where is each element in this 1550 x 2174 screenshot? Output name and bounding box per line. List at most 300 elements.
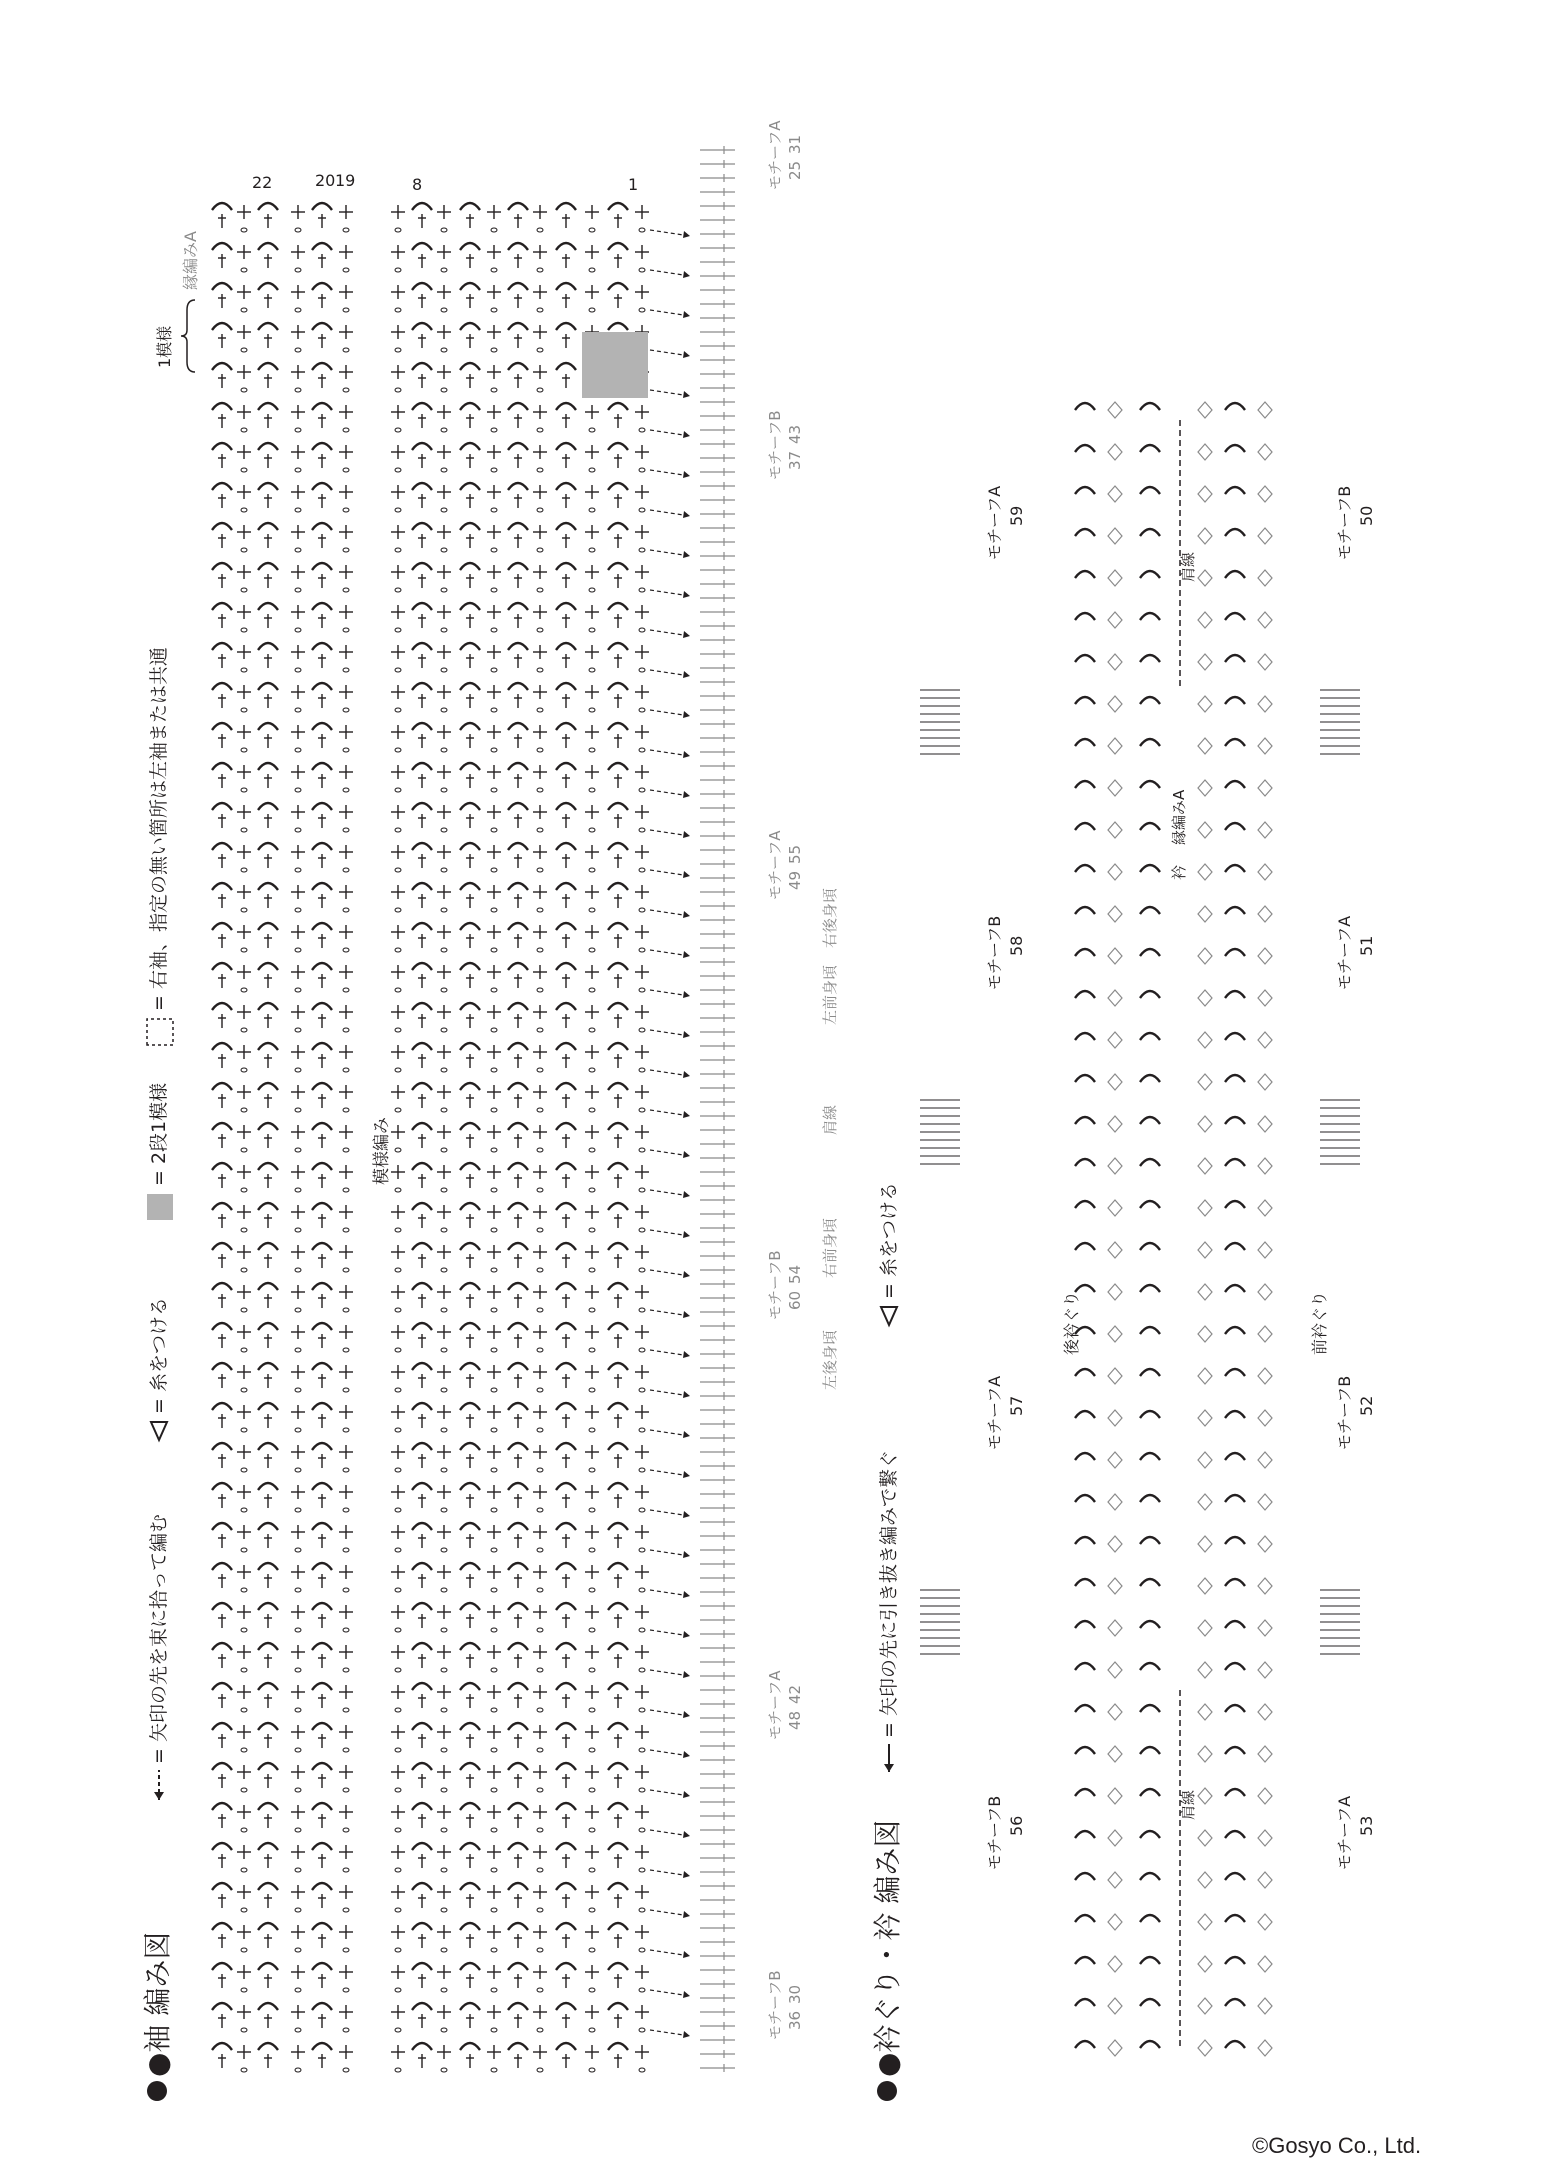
attach-yarn-icon	[151, 1422, 167, 1440]
collar-stitch	[1198, 654, 1212, 670]
collar-stitch	[1108, 1494, 1122, 1510]
stitch-symbol	[258, 1203, 278, 1228]
stitch-symbol	[291, 205, 305, 232]
stitch-symbol	[212, 1043, 232, 1068]
stitch-symbol	[258, 603, 278, 628]
motif-stitch	[700, 1700, 735, 1708]
stitch-symbol	[487, 445, 501, 472]
pattern-repeat-highlight	[582, 332, 648, 398]
motif-stitch	[700, 1014, 735, 1022]
stitch-symbol	[291, 1365, 305, 1392]
legend-arrow-pickup: = 矢印の先を束に拾って編む	[148, 1514, 170, 1764]
stitch-symbol	[312, 1363, 332, 1388]
motif-stitch	[700, 734, 735, 742]
collar-stitch	[1140, 487, 1160, 494]
stitch-symbol	[258, 2003, 278, 2028]
motif-stitch	[700, 1756, 735, 1764]
stitch-symbol	[312, 1243, 332, 1268]
pickup-arrow	[650, 1950, 690, 1958]
motif-stitch	[700, 1966, 735, 1974]
stitch-symbol	[608, 2003, 628, 2028]
collar-stitch	[1258, 612, 1272, 628]
stitch-symbol	[212, 563, 232, 588]
collar-stitch	[1198, 1830, 1212, 1846]
stitch-symbol	[533, 1805, 547, 1832]
stitch-symbol	[391, 645, 405, 672]
stitch-symbol	[339, 1525, 353, 1552]
stitch-symbol	[508, 2043, 528, 2068]
stitch-symbol	[291, 1005, 305, 1032]
stitch-symbol	[608, 1923, 628, 1948]
collar-stitch	[1225, 991, 1245, 998]
pickup-arrow	[650, 1670, 690, 1678]
stitch-symbol	[237, 2005, 251, 2032]
stitch-symbol	[460, 1043, 480, 1068]
stitch-symbol	[291, 845, 305, 872]
stitch-symbol	[412, 603, 432, 628]
motif-alt-number: 55	[786, 844, 804, 864]
stitch-symbol	[487, 1565, 501, 1592]
stitch-symbol	[608, 1363, 628, 1388]
stitch-symbol	[437, 1325, 451, 1352]
stitch-symbol	[312, 2043, 332, 2068]
motif-stitch	[700, 1182, 735, 1190]
collar-stitch	[1075, 403, 1095, 410]
stitch-symbol	[339, 565, 353, 592]
pickup-arrow	[650, 830, 690, 838]
stitch-symbol	[533, 1845, 547, 1872]
collar-stitch	[1258, 1662, 1272, 1678]
stitch-symbol	[312, 1483, 332, 1508]
stitch-symbol	[508, 1443, 528, 1468]
motif-stitch	[700, 272, 735, 280]
collar-stitch	[1198, 1956, 1212, 1972]
stitch-symbol	[237, 1005, 251, 1032]
collar-stitch	[1075, 2041, 1095, 2048]
stitch-symbol	[437, 885, 451, 912]
stitch-symbol	[291, 1045, 305, 1072]
stitch-symbol	[258, 323, 278, 348]
collar-stitch	[1258, 1956, 1272, 1972]
left-back-label: 左後身頃	[821, 1329, 839, 1390]
stitch-symbol	[508, 763, 528, 788]
stitch-symbol	[556, 1003, 576, 1028]
stitch-symbol	[635, 1525, 649, 1552]
pickup-arrow	[650, 1990, 690, 1998]
stitch-symbol	[585, 1125, 599, 1152]
stitch-symbol	[291, 605, 305, 632]
stitch-symbol	[437, 845, 451, 872]
stitch-symbol	[258, 1123, 278, 1148]
stitch-symbol	[291, 1125, 305, 1152]
collar-stitch	[1108, 780, 1122, 796]
stitch-symbol	[258, 883, 278, 908]
stitch-symbol	[312, 243, 332, 268]
stitch-symbol	[585, 2045, 599, 2072]
stitch-symbol	[585, 1845, 599, 1872]
collar-stitch	[1108, 696, 1122, 712]
stitch-symbol	[412, 363, 432, 388]
collar-stitch	[1075, 697, 1095, 704]
collar-stitch	[1258, 1074, 1272, 1090]
stitch-symbol	[312, 1043, 332, 1068]
collar-stitch	[1075, 1453, 1095, 1460]
collar-motif-name: モチーフA	[985, 1375, 1004, 1450]
stitch-symbol	[437, 1565, 451, 1592]
stitch-symbol	[391, 1645, 405, 1672]
stitch-symbol	[608, 1043, 628, 1068]
stitch-symbol	[556, 483, 576, 508]
stitch-symbol	[585, 485, 599, 512]
stitch-symbol	[585, 1605, 599, 1632]
stitch-symbol	[635, 1405, 649, 1432]
stitch-symbol	[635, 885, 649, 912]
stitch-symbol	[635, 1925, 649, 1952]
collar-stitch	[1225, 1201, 1245, 1208]
collar-stitch	[1075, 571, 1095, 578]
collar-stitch	[1108, 1704, 1122, 1720]
bullet-icon	[147, 2081, 167, 2101]
stitch-symbol	[508, 363, 528, 388]
collar-stitch	[1258, 444, 1272, 460]
collar-stitch	[1140, 1495, 1160, 1502]
stitch-symbol	[556, 2003, 576, 2028]
stitch-symbol	[391, 1005, 405, 1032]
collar-stitch	[1198, 528, 1212, 544]
stitch-symbol	[508, 603, 528, 628]
stitch-symbol	[585, 1645, 599, 1672]
stitch-symbol	[533, 1325, 547, 1352]
stitch-symbol	[437, 1525, 451, 1552]
motif-number: 25	[786, 160, 804, 180]
collar-stitch	[1108, 402, 1122, 418]
stitch-symbol	[291, 1845, 305, 1872]
motif-stitch	[700, 230, 735, 238]
stitch-symbol	[339, 285, 353, 312]
collar-stitch	[1198, 822, 1212, 838]
motif-stitch	[700, 1826, 735, 1834]
motif-stitch	[700, 1448, 735, 1456]
stitch-symbol	[460, 643, 480, 668]
stitch-symbol	[412, 1003, 432, 1028]
stitch-symbol	[339, 845, 353, 872]
motif-stitch	[700, 580, 735, 588]
motif-number: 48	[786, 1710, 804, 1730]
collar-stitch	[1225, 1831, 1245, 1838]
stitch-symbol	[585, 1445, 599, 1472]
stitch-symbol	[212, 1803, 232, 1828]
stitch-symbol	[312, 683, 332, 708]
stitch-symbol	[312, 1203, 332, 1228]
motif-stitch	[700, 1056, 735, 1064]
collar-stitch	[1108, 612, 1122, 628]
stitch-symbol	[635, 1325, 649, 1352]
stitch-symbol	[556, 843, 576, 868]
collar-stitch	[1198, 738, 1212, 754]
stitch-symbol	[533, 1725, 547, 1752]
collar-chart-title: ●衿ぐり・衿 編み図	[871, 1819, 904, 2077]
stitch-symbol	[258, 1483, 278, 1508]
stitch-symbol	[556, 1963, 576, 1988]
stitch-symbol	[412, 963, 432, 988]
motif-stitch	[700, 804, 735, 812]
stitch-symbol	[237, 605, 251, 632]
stitch-symbol	[212, 763, 232, 788]
stitch-symbol	[391, 1765, 405, 1792]
stitch-symbol	[635, 925, 649, 952]
stitch-symbol	[237, 1605, 251, 1632]
motif-stitch	[700, 678, 735, 686]
stitch-symbol	[339, 1565, 353, 1592]
stitch-symbol	[585, 765, 599, 792]
stitch-symbol	[533, 1485, 547, 1512]
stitch-symbol	[339, 1125, 353, 1152]
stitch-symbol	[391, 805, 405, 832]
stitch-symbol	[291, 525, 305, 552]
collar-stitch	[1198, 1368, 1212, 1384]
right-back-label: 右後身頃	[821, 887, 839, 948]
stitch-symbol	[556, 1123, 576, 1148]
motif-number: 60	[786, 1290, 804, 1310]
stitch-symbol	[237, 885, 251, 912]
collar-motif-name: モチーフB	[985, 915, 1004, 990]
collar-stitch	[1258, 1032, 1272, 1048]
collar-stitch	[1198, 1620, 1212, 1636]
pickup-arrow	[650, 1710, 690, 1718]
stitch-symbol	[212, 1643, 232, 1668]
motif-stitch	[700, 552, 735, 560]
motif-stitch	[700, 1560, 735, 1568]
stitch-symbol	[460, 723, 480, 748]
stitch-symbol	[508, 1603, 528, 1628]
collar-stitch	[1225, 1579, 1245, 1586]
stitch-symbol	[391, 1965, 405, 1992]
collar-stitch	[1140, 1621, 1160, 1628]
stitch-symbol	[556, 403, 576, 428]
stitch-symbol	[460, 1083, 480, 1108]
stitch-symbol	[487, 485, 501, 512]
collar-stitch	[1225, 1117, 1245, 1124]
row-number: 19	[335, 171, 356, 190]
stitch-symbol	[460, 1123, 480, 1148]
stitch-symbol	[437, 1845, 451, 1872]
stitch-symbol	[312, 1763, 332, 1788]
stitch-symbol	[412, 283, 432, 308]
stitch-symbol	[237, 725, 251, 752]
stitch-symbol	[291, 1405, 305, 1432]
collar-stitch	[1258, 738, 1272, 754]
collar-stitch	[1225, 823, 1245, 830]
stitch-symbol	[339, 1685, 353, 1712]
collar-stitch	[1108, 1410, 1122, 1426]
collar-stitch	[1075, 1579, 1095, 1586]
collar-stitch	[1108, 864, 1122, 880]
stitch-symbol	[508, 243, 528, 268]
collar-stitch	[1225, 487, 1245, 494]
stitch-symbol	[391, 245, 405, 272]
collar-motif-name: モチーフB	[985, 1795, 1004, 1870]
stitch-symbol	[487, 2045, 501, 2072]
stitch-symbol	[237, 1925, 251, 1952]
stitch-symbol	[437, 1085, 451, 1112]
stitch-symbol	[258, 683, 278, 708]
stitch-symbol	[258, 643, 278, 668]
collar-stitch	[1258, 1872, 1272, 1888]
stitch-symbol	[339, 365, 353, 392]
stitch-symbol	[339, 805, 353, 832]
pickup-arrow	[650, 1110, 690, 1118]
collar-stitch	[1225, 655, 1245, 662]
stitch-symbol	[635, 525, 649, 552]
stitch-symbol	[312, 763, 332, 788]
motif-stitch	[700, 160, 735, 168]
stitch-symbol	[608, 1443, 628, 1468]
motif-stitch	[700, 1658, 735, 1666]
motif-stitch	[700, 1924, 735, 1932]
pickup-arrow	[650, 310, 690, 318]
stitch-symbol	[291, 1165, 305, 1192]
stitch-symbol	[412, 1643, 432, 1668]
stitch-symbol	[258, 963, 278, 988]
collar-stitch	[1075, 739, 1095, 746]
collar-stitch	[1258, 1788, 1272, 1804]
stitch-symbol	[291, 565, 305, 592]
stitch-symbol	[460, 1603, 480, 1628]
stitch-symbol	[212, 403, 232, 428]
motif-stitch	[700, 1616, 735, 1624]
pickup-arrow	[650, 510, 690, 518]
stitch-symbol	[291, 1565, 305, 1592]
stitch-symbol	[608, 1323, 628, 1348]
motif-number: 49	[786, 870, 804, 890]
stitch-symbol	[556, 683, 576, 708]
stitch-symbol	[460, 1443, 480, 1468]
stitch-symbol	[437, 645, 451, 672]
stitch-symbol	[258, 483, 278, 508]
stitch-symbol	[556, 803, 576, 828]
stitch-symbol	[608, 1883, 628, 1908]
collar-stitch	[1140, 1663, 1160, 1670]
stitch-symbol	[556, 1163, 576, 1188]
motif-number: 37	[786, 450, 804, 470]
collar-stitch	[1258, 864, 1272, 880]
sleeve-stitch-grid	[212, 203, 690, 2072]
stitch-symbol	[339, 525, 353, 552]
collar-stitch	[1198, 1242, 1212, 1258]
motif-stitch	[700, 2064, 735, 2072]
stitch-symbol	[533, 765, 547, 792]
repeat-label: 1模様	[155, 325, 174, 368]
stitch-symbol	[291, 365, 305, 392]
stitch-symbol	[237, 1165, 251, 1192]
stitch-symbol	[291, 1325, 305, 1352]
stitch-symbol	[556, 1243, 576, 1268]
motif-name: モチーフB	[766, 410, 784, 480]
stitch-symbol	[487, 885, 501, 912]
stitch-symbol	[460, 1963, 480, 1988]
stitch-symbol	[635, 1885, 649, 1912]
stitch-symbol	[460, 1363, 480, 1388]
collar-motif-number: 59	[1007, 505, 1026, 526]
stitch-symbol	[460, 1203, 480, 1228]
stitch-symbol	[556, 323, 576, 348]
stitch-symbol	[533, 685, 547, 712]
collar-stitch	[1140, 1117, 1160, 1124]
collar-stitch	[1198, 1410, 1212, 1426]
stitch-symbol	[258, 1163, 278, 1188]
motif-stitch	[700, 370, 735, 378]
stitch-symbol	[339, 1765, 353, 1792]
shoulder-line-label: 肩線	[1179, 1789, 1197, 1820]
collar-stitch	[1198, 1284, 1212, 1300]
stitch-symbol	[291, 1885, 305, 1912]
stitch-symbol	[391, 525, 405, 552]
motif-stitch	[700, 748, 735, 756]
stitch-symbol	[585, 2005, 599, 2032]
stitch-symbol	[237, 1565, 251, 1592]
stitch-symbol	[556, 1923, 576, 1948]
motif-stitch	[700, 958, 735, 966]
stitch-symbol	[556, 1603, 576, 1628]
collar-stitch	[1198, 1998, 1212, 2014]
stitch-symbol	[508, 1923, 528, 1948]
collar-stitch	[1108, 528, 1122, 544]
stitch-symbol	[339, 445, 353, 472]
stitch-symbol	[312, 1123, 332, 1148]
stitch-symbol	[391, 1605, 405, 1632]
stitch-symbol	[533, 525, 547, 552]
stitch-symbol	[312, 1403, 332, 1428]
stitch-symbol	[339, 1445, 353, 1472]
stitch-symbol	[585, 1805, 599, 1832]
stitch-symbol	[312, 643, 332, 668]
collar-stitch	[1198, 1326, 1212, 1342]
stitch-symbol	[391, 1365, 405, 1392]
stitch-symbol	[585, 605, 599, 632]
collar-motif-name: モチーフA	[1335, 915, 1354, 990]
stitch-symbol	[258, 923, 278, 948]
collar-stitch	[1075, 1075, 1095, 1082]
motif-stitch	[700, 1238, 735, 1246]
stitch-symbol	[608, 1523, 628, 1548]
motif-stitch	[700, 1574, 735, 1582]
stitch-symbol	[608, 603, 628, 628]
stitch-symbol	[237, 565, 251, 592]
stitch-symbol	[533, 1285, 547, 1312]
collar-stitch	[1198, 612, 1212, 628]
collar-stitch	[1140, 865, 1160, 872]
motif-name: モチーフA	[766, 1670, 784, 1740]
collar-stitch	[1258, 1998, 1272, 2014]
stitch-symbol	[635, 1165, 649, 1192]
stitch-symbol	[635, 1605, 649, 1632]
stitch-symbol	[412, 1243, 432, 1268]
stitch-symbol	[237, 1685, 251, 1712]
stitch-symbol	[585, 1325, 599, 1352]
stitch-symbol	[412, 403, 432, 428]
stitch-symbol	[585, 1565, 599, 1592]
stitch-symbol	[487, 605, 501, 632]
stitch-symbol	[635, 805, 649, 832]
stitch-symbol	[339, 485, 353, 512]
stitch-symbol	[635, 965, 649, 992]
stitch-symbol	[339, 1245, 353, 1272]
collar-stitch	[1258, 906, 1272, 922]
stitch-symbol	[608, 1483, 628, 1508]
stitch-symbol	[508, 323, 528, 348]
stitch-symbol	[291, 1725, 305, 1752]
stitch-symbol	[608, 1243, 628, 1268]
